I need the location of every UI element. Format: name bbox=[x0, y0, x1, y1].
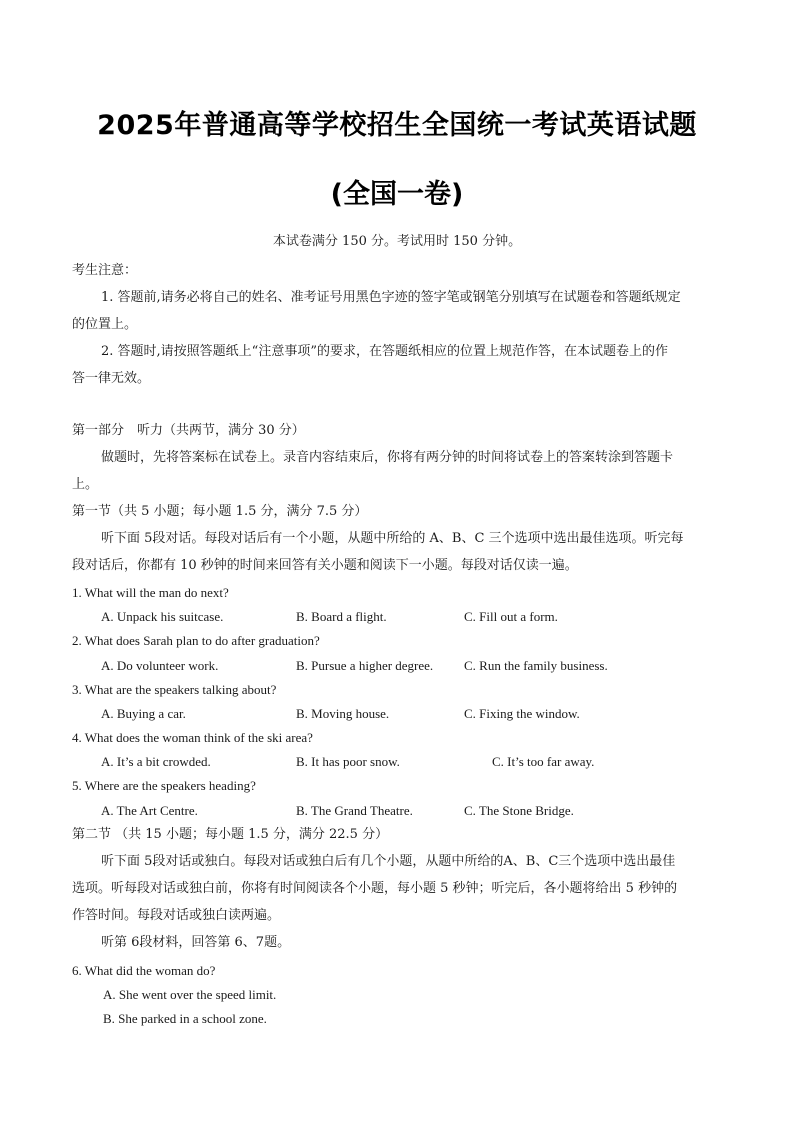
question-6: 6. What did the woman do? bbox=[72, 963, 216, 978]
section2-instr-line3: 作答时间。每段对话或独白读两遍。 bbox=[72, 908, 281, 923]
q2-option-c: C. Run the family business. bbox=[464, 658, 608, 673]
part1-instr-line2: 上。 bbox=[72, 477, 99, 492]
section2-instr-line1: 听下面 5段对话或独白。每段对话或独白后有几个小题，从题中所给的A、B、C三个选项中选出最佳 bbox=[101, 854, 676, 869]
question-5: 5. Where are the speakers heading? bbox=[72, 778, 256, 793]
material-6-heading: 听第 6段材料，回答第 6、7题。 bbox=[101, 935, 291, 950]
notice-1-line1: 1. 答题前,请务必将自己的姓名、准考证号用黑色字迹的签字笔或钢笔分别填写在试题卷和答题纸规定 bbox=[101, 290, 681, 305]
section2-heading: 第二节 （共 15 小题；每小题 1.5 分，满分 22.5 分） bbox=[72, 827, 389, 842]
question-4: 4. What does the woman think of the ski area? bbox=[72, 730, 313, 745]
q1-option-a: A. Unpack his suitcase. bbox=[101, 609, 224, 624]
question-3: 3. What are the speakers talking about? bbox=[72, 682, 277, 697]
q2-option-b: B. Pursue a higher degree. bbox=[296, 658, 434, 673]
part1-instr-line1: 做题时，先将答案标在试卷上。录音内容结束后，你将有两分钟的时间将试卷上的答案转涂到答题卡 bbox=[101, 450, 674, 465]
section2-instr-line2: 选项。听每段对话或独白前，你将有时间阅读各个小题，每小题 5 秒钟；听完后，各小题将给出 5 秒钟的 bbox=[72, 881, 678, 896]
question-2: 2. What does Sarah plan to do after graduation? bbox=[72, 633, 320, 648]
q3-option-a: A. Buying a car. bbox=[101, 706, 186, 721]
section1-heading: 第一节（共 5 小题；每小题 1.5 分，满分 7.5 分） bbox=[72, 504, 368, 519]
q1-option-c: C. Fill out a form. bbox=[464, 609, 558, 624]
exam-subtitle: (全国一卷) bbox=[330, 179, 464, 210]
q2-option-a: A. Do volunteer work. bbox=[101, 658, 219, 673]
part1-heading: 第一部分 听力（共两节，满分 30 分） bbox=[72, 423, 305, 438]
q3-option-c: C. Fixing the window. bbox=[464, 706, 580, 721]
q4-option-b: B. It has poor snow. bbox=[296, 754, 400, 769]
q1-option-b: B. Board a flight. bbox=[296, 609, 387, 624]
notice-2-line1: 2. 答题时,请按照答题纸上“注意事项”的要求，在答题纸相应的位置上规范作答，在本试题卷上的作 bbox=[101, 344, 668, 359]
exam-info: 本试卷满分 150 分。考试用时 150 分钟。 bbox=[272, 234, 522, 249]
notice-1-line2: 的位置上。 bbox=[72, 317, 138, 332]
q6-option-b: B. She parked in a school zone. bbox=[103, 1011, 267, 1026]
notice-label: 考生注意： bbox=[72, 263, 138, 278]
q4-option-a: A. It’s a bit crowded. bbox=[101, 754, 211, 769]
q5-option-b: B. The Grand Theatre. bbox=[296, 803, 413, 818]
q3-option-b: B. Moving house. bbox=[296, 706, 390, 721]
q5-option-a: A. The Art Centre. bbox=[101, 803, 198, 818]
question-1: 1. What will the man do next? bbox=[72, 585, 229, 600]
q6-option-a: A. She went over the speed limit. bbox=[103, 987, 277, 1002]
exam-title: 2025年普通高等学校招生全国统一考试英语试题 bbox=[97, 110, 697, 141]
q5-option-c: C. The Stone Bridge. bbox=[464, 803, 574, 818]
section1-instr-line1: 听下面 5段对话。每段对话后有一个小题，从题中所给的 A、B、C 三个选项中选出最佳选项。听完每 bbox=[101, 531, 684, 546]
q4-option-c: C. It’s too far away. bbox=[492, 754, 595, 769]
section1-instr-line2: 段对话后，你都有 10 秒钟的时间来回答有关小题和阅读下一小题。每段对话仅读一遍。 bbox=[72, 558, 578, 573]
notice-2-line2: 答一律无效。 bbox=[72, 371, 151, 386]
